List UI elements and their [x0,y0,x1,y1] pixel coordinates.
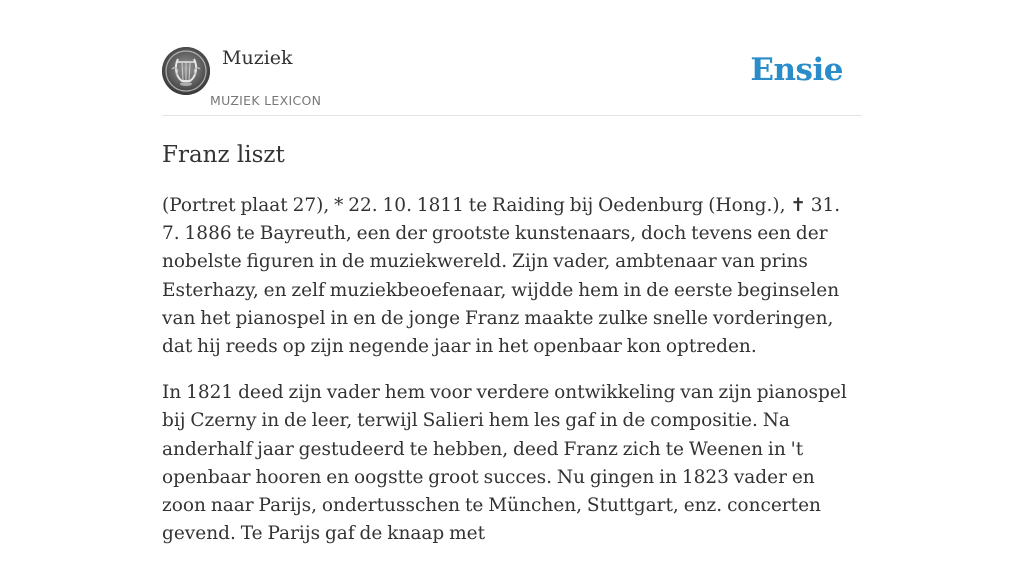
article-paragraph: (Portret plaat 27), * 22. 10. 1811 te Raiding bij Oedenburg (Hong.), ✝ 31. 7. 1886 te Bayreuth, een der grootste kunstenaars, doch tevens een der nobelste figuren in de muziekwereld. Zijn vader, ambtenaar van prins Esterhazy, en zelf muziekbeoefenaar, wijdde hem in de eerste beginselen van het pianospel in en de jonge Franz maakte zulke snelle vorderingen, dat hij reeds op zijn negende jaar in het openbaar kon optreden. [162,195,841,358]
site-header [162,0,862,116]
brand-logo[interactable]: Ensie [750,52,843,88]
source-avatar[interactable] [162,47,210,95]
source-subtitle[interactable]: MUZIEK LEXICON [210,93,322,108]
article-body [162,192,862,566]
source-title[interactable]: Muziek [222,47,293,69]
lyre-emblem-icon [162,47,210,95]
article-paragraph: In 1821 deed zijn vader hem voor verdere ontwikkeling van zijn pianospel bij Czerny in de leer, terwijl Salieri hem les gaf in de compositie. Na anderhalf jaar gestudeerd te hebben, deed Franz zich te Weenen in 't openbaar hooren en oogstte groot succes. Nu gingen in 1823 vader en zoon naar Parijs, ondertusschen te München, Stuttgart, enz. concerten gevend. Te Parijs gaf de knaap met [162,382,847,545]
article-title: Franz liszt [162,142,285,168]
